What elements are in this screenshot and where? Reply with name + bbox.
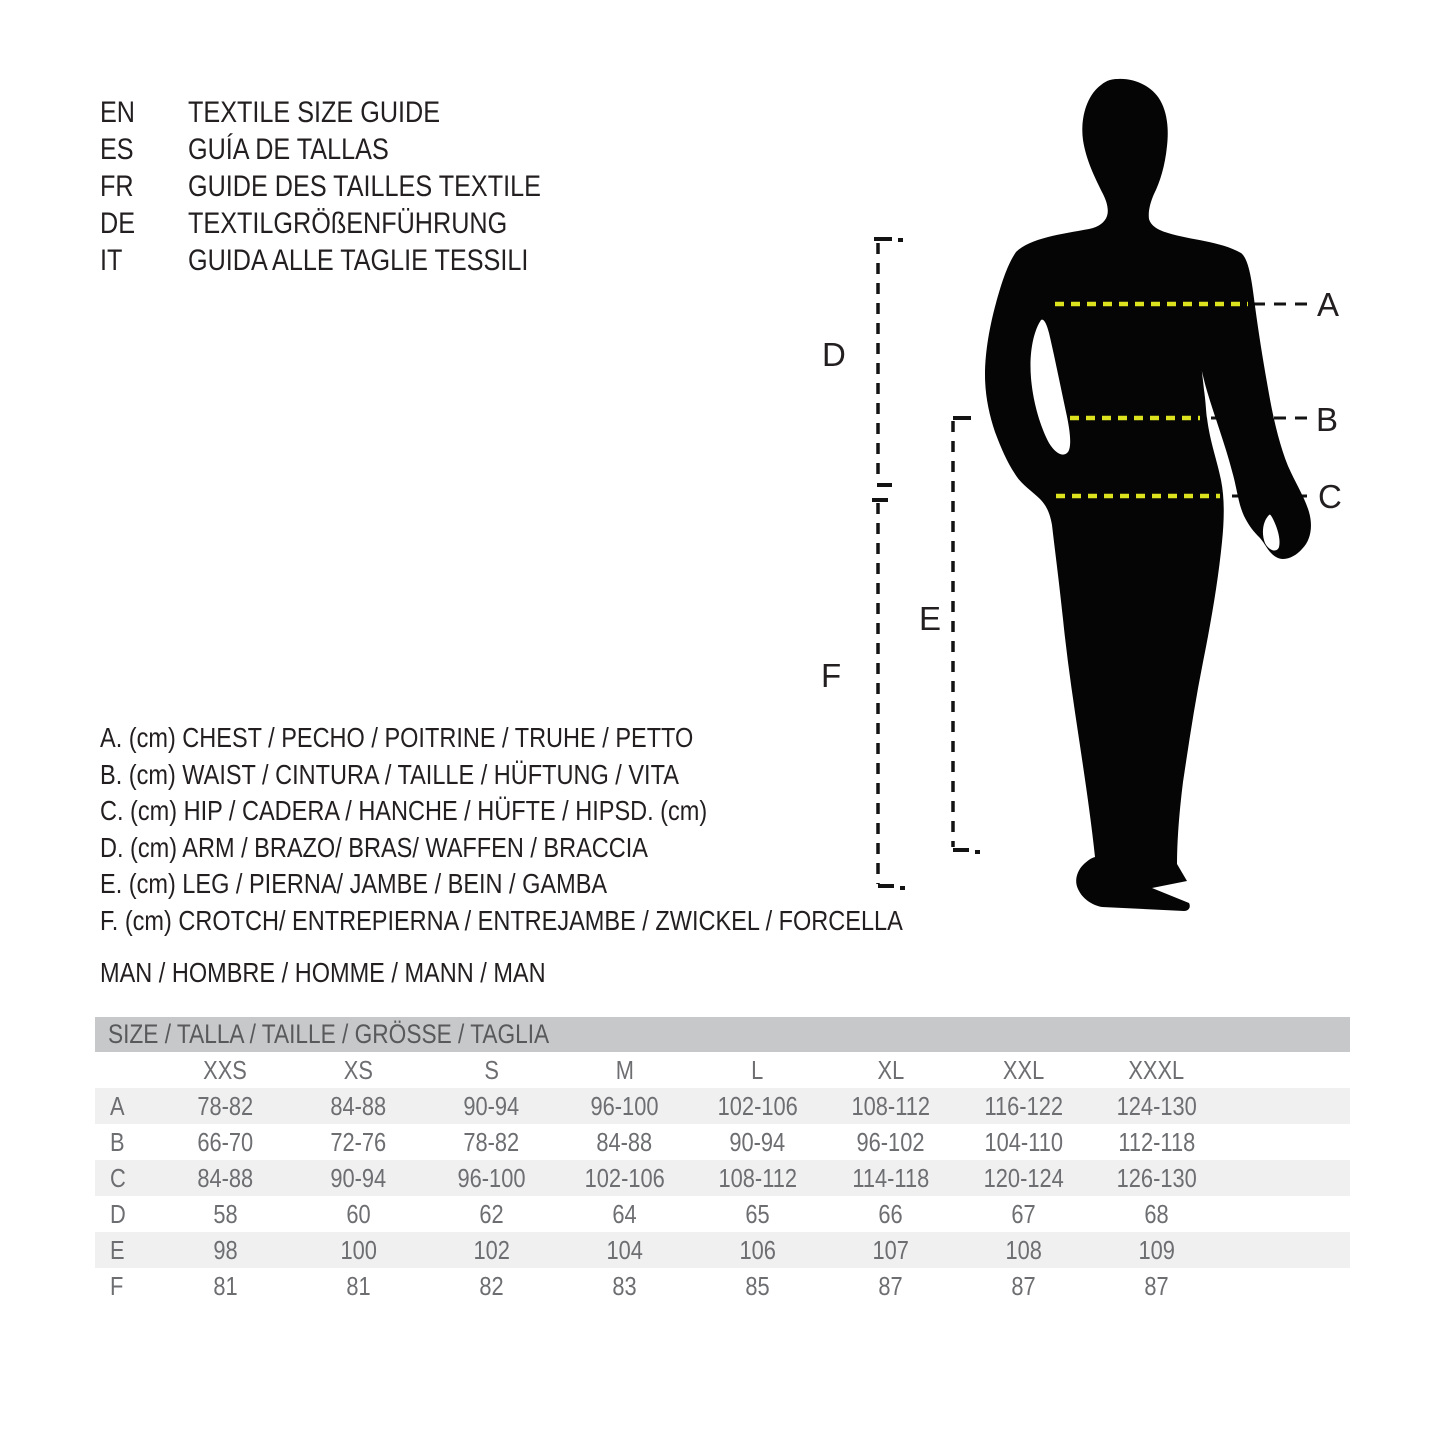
legend-line-f: F. (cm) CROTCH/ ENTREPIERNA / ENTREJAMBE / ZWICKEL / FORCELLA (100, 904, 903, 936)
row-measure-label-text: F (110, 1270, 124, 1301)
size-value-cell (292, 1163, 425, 1194)
filler-cell (1223, 1091, 1350, 1122)
row-measure-label-text: A (110, 1090, 125, 1121)
title-it: GUIDA ALLE TAGLIE TESSILI (188, 244, 529, 277)
size-value-cell-text: 108 (1005, 1234, 1042, 1265)
man-silhouette (985, 79, 1311, 911)
size-value-cell (691, 1271, 824, 1302)
size-value-cell-text: 84-88 (197, 1162, 254, 1193)
size-value-cell (957, 1199, 1090, 1230)
size-value-cell-text: 96-100 (457, 1162, 526, 1193)
row-measure-label (95, 1271, 159, 1302)
size-value-cell-text: 66 (878, 1198, 903, 1229)
lang-code: DE (100, 207, 136, 240)
size-column-header (159, 1055, 292, 1086)
language-title-block (100, 94, 608, 279)
size-value-cell-text: 65 (745, 1198, 770, 1229)
size-value-cell (159, 1091, 292, 1122)
size-value-cell (1090, 1235, 1223, 1266)
size-value-cell-text: 64 (612, 1198, 637, 1229)
size-value-cell (159, 1163, 292, 1194)
vertical-guides (878, 243, 953, 884)
size-value-cell-text: 90-94 (463, 1090, 520, 1121)
size-value-cell (824, 1091, 957, 1122)
size-value-cell (159, 1235, 292, 1266)
size-value-cell (558, 1271, 691, 1302)
row-measure-label (95, 1127, 159, 1158)
size-value-cell (159, 1271, 292, 1302)
table-row-c (95, 1160, 1350, 1196)
size-value-cell-text: 107 (872, 1234, 909, 1265)
size-value-cell-text: 81 (346, 1270, 371, 1301)
size-value-cell (824, 1199, 957, 1230)
size-value-cell-text: 109 (1138, 1234, 1175, 1265)
legend-line-c: C. (cm) HIP / CADERA / HANCHE / HÜFTE / HIPSD. (cm) (100, 795, 708, 826)
size-value-cell (558, 1235, 691, 1266)
size-value-cell-text: 96-100 (590, 1090, 659, 1121)
size-table (95, 1017, 1350, 1304)
lang-row-it (100, 242, 608, 279)
size-value-cell (824, 1163, 957, 1194)
lang-row-en (100, 94, 608, 131)
lang-row-es (100, 131, 608, 168)
size-value-cell-text: 112-118 (1118, 1126, 1195, 1157)
title-de: TEXTILGRÖßENFÜHRUNG (188, 207, 508, 240)
size-value-cell (425, 1199, 558, 1230)
legend-line-a: A. (cm) CHEST / PECHO / POITRINE / TRUHE / PETTO (100, 722, 694, 753)
row-measure-label (95, 1235, 159, 1266)
size-value-cell (425, 1127, 558, 1158)
size-table-header-bar (95, 1017, 1350, 1052)
lang-code: FR (100, 170, 134, 203)
size-column-header (824, 1055, 957, 1086)
table-row-d (95, 1196, 1350, 1232)
size-value-cell-text: 62 (479, 1198, 504, 1229)
size-value-cell (824, 1235, 957, 1266)
filler-cell (1223, 1271, 1350, 1302)
size-value-cell (159, 1199, 292, 1230)
size-value-cell (1090, 1271, 1223, 1302)
size-value-cell-text: 68 (1144, 1198, 1169, 1229)
size-value-cell (957, 1127, 1090, 1158)
size-value-cell-text: 116-122 (984, 1090, 1063, 1121)
size-value-cell-text: 84-88 (596, 1126, 653, 1157)
size-value-cell-text: 72-76 (330, 1126, 387, 1157)
lang-row-de (100, 205, 608, 242)
size-column-header-text: XS (343, 1054, 374, 1085)
lang-row-fr (100, 168, 608, 205)
size-value-cell-text: 85 (745, 1270, 770, 1301)
size-value-cell (292, 1271, 425, 1302)
marker-label-a: A (1317, 286, 1340, 323)
row-measure-label-text: E (110, 1234, 125, 1265)
legend-line-e: E. (cm) LEG / PIERNA/ JAMBE / BEIN / GAMBA (100, 868, 608, 899)
table-row-b (95, 1124, 1350, 1160)
row-measure-label-text: C (110, 1162, 126, 1193)
size-column-header (1090, 1055, 1223, 1086)
size-value-cell-text: 87 (878, 1270, 903, 1301)
marker-label-e: E (919, 600, 942, 637)
guide-ticks (872, 239, 980, 888)
size-column-header (425, 1055, 558, 1086)
size-column-header-text: M (615, 1054, 634, 1085)
size-column-header (558, 1055, 691, 1086)
title-en: TEXTILE SIZE GUIDE (188, 96, 441, 129)
size-value-cell (957, 1271, 1090, 1302)
size-value-cell-text: 120-124 (983, 1162, 1064, 1193)
row-measure-label (95, 1199, 159, 1230)
size-value-cell-text: 124-130 (1116, 1090, 1197, 1121)
size-value-cell (824, 1127, 957, 1158)
size-table-title: SIZE / TALLA / TAILLE / GRÖSSE / TAGLIA (108, 1019, 550, 1049)
size-value-cell-text: 98 (213, 1234, 238, 1265)
size-value-cell (159, 1127, 292, 1158)
size-value-cell-text: 90-94 (330, 1162, 387, 1193)
size-value-cell-text: 87 (1144, 1270, 1169, 1301)
size-value-cell (691, 1163, 824, 1194)
size-value-cell (425, 1271, 558, 1302)
size-value-cell-text: 78-82 (197, 1090, 254, 1121)
row-measure-label (95, 1091, 159, 1122)
size-column-header (957, 1055, 1090, 1086)
size-value-cell (558, 1199, 691, 1230)
size-value-cell-text: 102 (473, 1234, 510, 1265)
filler-cell (1223, 1235, 1350, 1266)
marker-label-b: B (1316, 401, 1339, 438)
size-value-cell-text: 60 (346, 1198, 371, 1229)
size-column-header-text: S (484, 1054, 499, 1085)
size-value-cell-text: 102-106 (717, 1090, 798, 1121)
size-column-header-text: XL (877, 1054, 904, 1085)
marker-label-c: C (1318, 478, 1342, 515)
title-fr: GUIDE DES TAILLES TEXTILE (188, 170, 541, 203)
size-value-cell-text: 104-110 (984, 1126, 1063, 1157)
size-value-cell (1090, 1199, 1223, 1230)
size-value-cell (425, 1235, 558, 1266)
size-value-cell (957, 1163, 1090, 1194)
size-value-cell (957, 1091, 1090, 1122)
title-es: GUÍA DE TALLAS (188, 133, 389, 166)
row-measure-label (95, 1163, 159, 1194)
size-value-cell-text: 87 (1011, 1270, 1036, 1301)
row-measure-label-text: D (110, 1198, 126, 1229)
size-column-header-text: XXL (1002, 1054, 1045, 1085)
filler-cell (1223, 1127, 1350, 1158)
size-column-header-text: XXXL (1128, 1054, 1185, 1085)
size-value-cell-text: 84-88 (330, 1090, 387, 1121)
size-value-cell-text: 126-130 (1116, 1162, 1197, 1193)
size-column-header-text: L (751, 1054, 764, 1085)
size-value-cell (292, 1091, 425, 1122)
legend-line-d: D. (cm) ARM / BRAZO/ BRAS/ WAFFEN / BRACCIA (100, 831, 648, 863)
table-sizes-row (95, 1052, 1350, 1088)
filler-cell (1223, 1199, 1350, 1230)
size-value-cell (691, 1199, 824, 1230)
legend-line-b: B. (cm) WAIST / CINTURA / TAILLE / HÜFTUNG / VITA (100, 758, 679, 790)
lang-code: EN (100, 96, 136, 129)
size-value-cell-text: 108-112 (718, 1162, 797, 1193)
size-column-header-text: XXS (203, 1054, 248, 1085)
size-value-cell (691, 1127, 824, 1158)
gender-line: MAN / HOMBRE / HOMME / MANN / MAN (100, 957, 546, 988)
marker-label-f: F (821, 657, 842, 694)
marker-label-d: D (822, 336, 846, 373)
size-value-cell (824, 1271, 957, 1302)
size-column-header (292, 1055, 425, 1086)
size-value-cell (558, 1091, 691, 1122)
size-value-cell (1090, 1091, 1223, 1122)
table-row-f (95, 1268, 1350, 1304)
size-value-cell-text: 90-94 (729, 1126, 786, 1157)
size-value-cell (292, 1235, 425, 1266)
size-value-cell (558, 1163, 691, 1194)
size-value-cell-text: 104 (606, 1234, 643, 1265)
table-row-e (95, 1232, 1350, 1268)
size-value-cell (558, 1127, 691, 1158)
size-value-cell-text: 58 (213, 1198, 238, 1229)
filler-cell (1223, 1055, 1350, 1086)
lang-code: ES (100, 133, 134, 166)
size-value-cell (425, 1163, 558, 1194)
size-value-cell (1090, 1127, 1223, 1158)
size-value-cell-text: 67 (1011, 1198, 1036, 1229)
size-value-cell-text: 106 (739, 1234, 776, 1265)
size-value-cell (957, 1235, 1090, 1266)
filler-cell (1223, 1163, 1350, 1194)
size-value-cell-text: 78-82 (463, 1126, 520, 1157)
size-value-cell-text: 81 (213, 1270, 238, 1301)
man-silhouette-figure (810, 60, 1410, 970)
size-value-cell-text: 82 (479, 1270, 504, 1301)
lang-code: IT (100, 244, 123, 277)
size-value-cell (292, 1199, 425, 1230)
size-value-cell (425, 1091, 558, 1122)
size-value-cell (292, 1127, 425, 1158)
size-value-cell-text: 108-112 (851, 1090, 930, 1121)
size-value-cell-text: 83 (612, 1270, 637, 1301)
size-column-header (691, 1055, 824, 1086)
size-value-cell-text: 96-102 (856, 1126, 925, 1157)
table-row-a (95, 1088, 1350, 1124)
size-table-body (95, 1088, 1350, 1304)
row-measure-label-text: B (110, 1126, 125, 1157)
size-value-cell-text: 100 (340, 1234, 377, 1265)
size-value-cell-text: 114-118 (852, 1162, 929, 1193)
size-value-cell (691, 1091, 824, 1122)
size-value-cell-text: 102-106 (584, 1162, 665, 1193)
size-value-cell (691, 1235, 824, 1266)
size-value-cell-text: 66-70 (197, 1126, 254, 1157)
size-value-cell (1090, 1163, 1223, 1194)
